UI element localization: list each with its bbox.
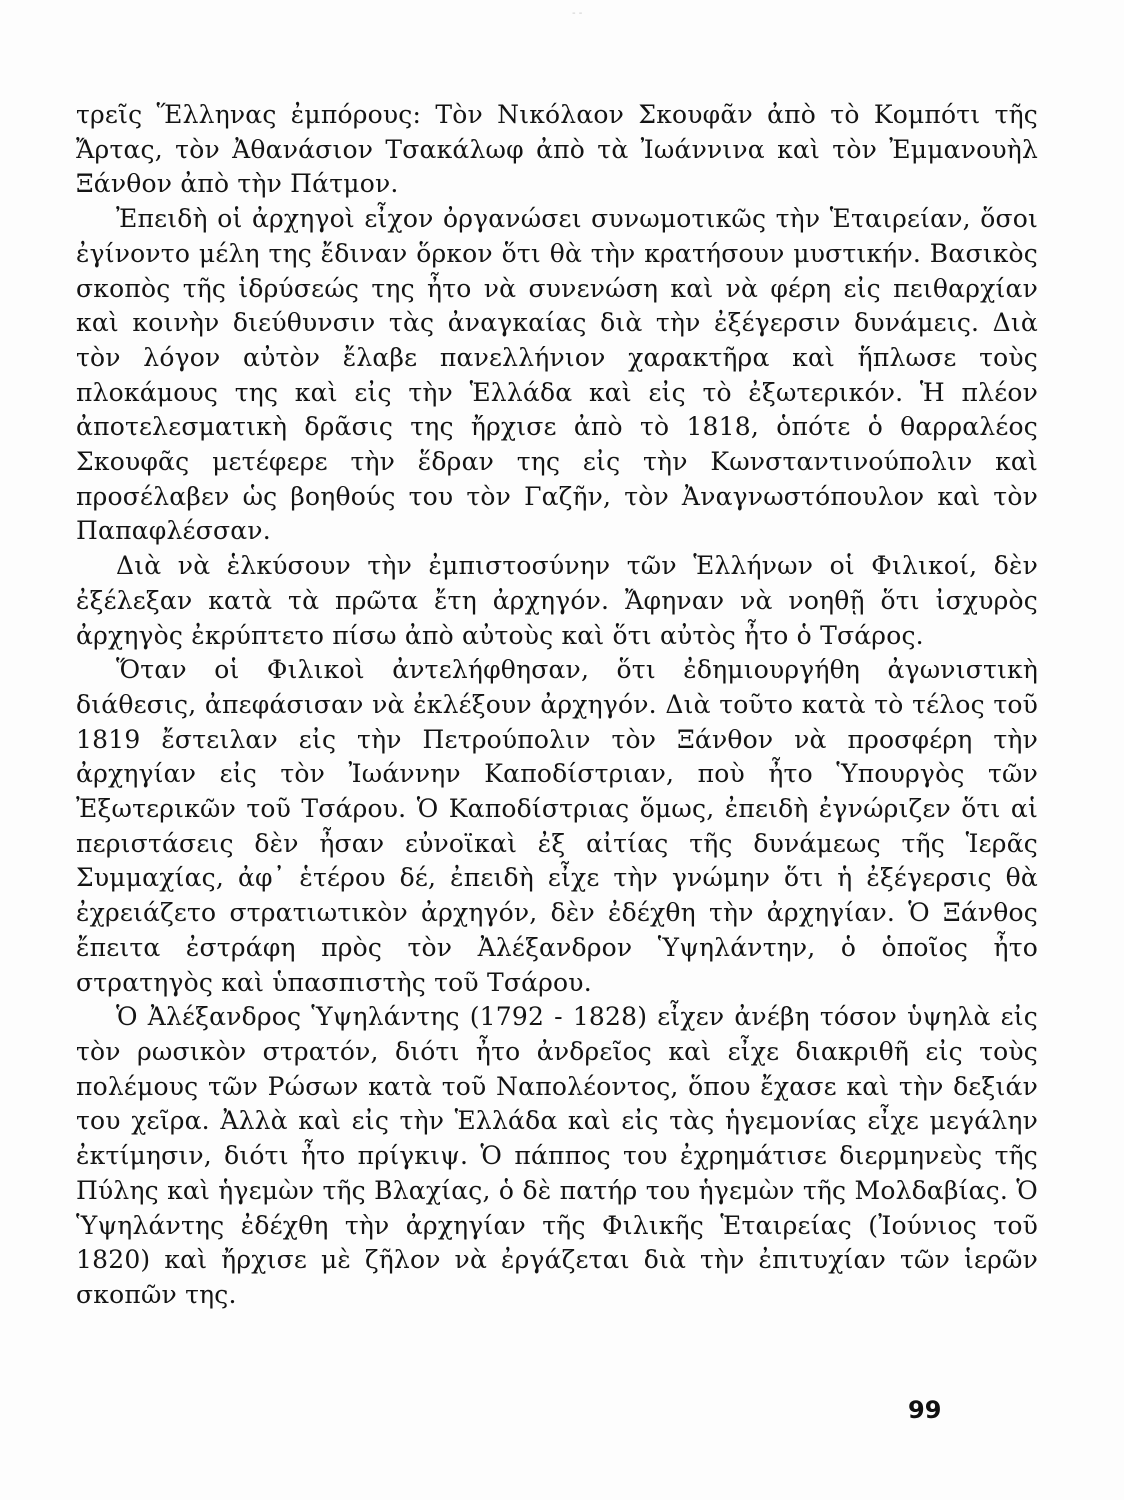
paragraph-1: τρεῖς Ἕλληνας ἐμπόρους: Τὸν Νικόλαον Σκουφᾶν ἀπὸ τὸ Κομπότι τῆς Ἄρτας, τὸν Ἀθανάσιον Τσακάλωφ ἀπὸ τὰ Ἰωάννινα καὶ τὸν Ἐμμανουὴλ Ξάνθον ἀπὸ τὴν Πάτμον.: [76, 100, 1038, 199]
page-number: 99: [908, 1396, 942, 1424]
paragraph-2: Ἐπειδὴ οἱ ἀρχηγοὶ εἶχον ὀργανώσει συνωμοτικῶς τὴν Ἑταιρείαν, ὅσοι ἐγίνοντο μέλη της ἔδιναν ὅρκον ὅτι θὰ τὴν κρατήσουν μυστικήν. Βασικὸς σκοπὸς τῆς ἱδρύσεώς της ἦτο νὰ συνενώση καὶ νὰ φέρη εἰς πειθαρχίαν καὶ κοινὴν διεύθυνσιν τὰς ἀναγκαίας διὰ τὴν ἐξέγερσιν δυνάμεις. Διὰ τὸν λόγον αὐτὸν ἔλαβε πανελλήνιον χαρακτῆρα καὶ ἥπλωσε τοὺς πλοκάμους της καὶ εἰς τὴν Ἑλλάδα καὶ εἰς τὸ ἐξωτερικόν. Ἡ πλέον ἀποτελεσματικὴ δρᾶσις της ἤρχισε ἀπὸ τὸ 1818, ὁπότε ὁ θαρραλέος Σκουφᾶς μετέφερε τὴν ἕδραν της εἰς τὴν Κωνσταντινούπολιν καὶ προσέλαβεν ὡς βοηθούς του τὸν Γαζῆν, τὸν Ἀναγνωστόπουλον καὶ τὸν Παπαφλέσσαν.: [76, 204, 1038, 546]
paragraph-3: Διὰ νὰ ἑλκύσουν τὴν ἐμπιστοσύνην τῶν Ἑλλήνων οἱ Φιλικοί, δὲν ἐξέλεξαν κατὰ τὰ πρῶτα ἔτη ἀρχηγόν. Ἄφηναν νὰ νοηθῇ ὅτι ἰσχυρὸς ἀρχηγὸς ἐκρύπτετο πίσω ἀπὸ αὐτοὺς καὶ ὅτι αὐτὸς ἦτο ὁ Τσάρος.: [76, 551, 1038, 650]
body-text: [76, 98, 1038, 1313]
paragraph-5: Ὁ Ἀλέξανδρος Ὑψηλάντης (1792 - 1828) εἶχεν ἀνέβη τόσον ὑψηλὰ εἰς τὸν ρωσικὸν στρατόν, διότι ἦτο ἀνδρεῖος καὶ εἶχε διακριθῆ εἰς τοὺς πολέμους τῶν Ρώσων κατὰ τοῦ Ναπολέοντος, ὅπου ἔχασε καὶ τὴν δεξιάν του χεῖρα. Ἀλλὰ καὶ εἰς τὴν Ἑλλάδα καὶ εἰς τὰς ἡγεμονίας εἶχε μεγάλην ἐκτίμησιν, διότι ἦτο πρίγκιψ. Ὁ πάππος του ἐχρημάτισε διερμηνεὺς τῆς Πύλης καὶ ἡγεμὼν τῆς Βλαχίας, ὁ δὲ πατήρ του ἡγεμὼν τῆς Μολδαβίας. Ὁ Ὑψηλάντης ἐδέχθη τὴν ἀρχηγίαν τῆς Φιλικῆς Ἑταιρείας (Ἰούνιος τοῦ 1820) καὶ ἤρχισε μὲ ζῆλον νὰ ἐργάζεται διὰ τὴν ἐπιτυχίαν τῶν ἱερῶν σκοπῶν της.: [76, 1002, 1038, 1309]
top-margin-mark: - -: [572, 8, 583, 19]
paragraph-4: Ὅταν οἱ Φιλικοὶ ἀντελήφθησαν, ὅτι ἐδημιουργήθη ἀγωνιστικὴ διάθεσις, ἀπεφάσισαν νὰ ἐκλέξουν ἀρχηγόν. Διὰ τοῦτο κατὰ τὸ τέλος τοῦ 1819 ἔστειλαν εἰς τὴν Πετρούπολιν τὸν Ξάνθον νὰ προσφέρη τὴν ἀρχηγίαν εἰς τὸν Ἰωάννην Καποδίστριαν, ποὺ ἦτο Ὑπουργὸς τῶν Ἐξωτερικῶν τοῦ Τσάρου. Ὁ Καποδίστριας ὅμως, ἐπειδὴ ἐγνώριζεν ὅτι αἱ περιστάσεις δὲν ἦσαν εὐνοϊκαὶ ἐξ αἰτίας τῆς δυνάμεως τῆς Ἱερᾶς Συμμαχίας, ἀφ᾽ ἑτέρου δέ, ἐπειδὴ εἶχε τὴν γνώμην ὅτι ἡ ἐξέγερσις θὰ ἐχρειάζετο στρατιωτικὸν ἀρχηγόν, δὲν ἐδέχθη τὴν ἀρχηγίαν. Ὁ Ξάνθος ἔπειτα ἐστράφη πρὸς τὸν Ἀλέξανδρον Ὑψηλάντην, ὁ ὁποῖος ἦτο στρατηγὸς καὶ ὑπασπιστὴς τοῦ Τσάρου.: [76, 655, 1038, 997]
